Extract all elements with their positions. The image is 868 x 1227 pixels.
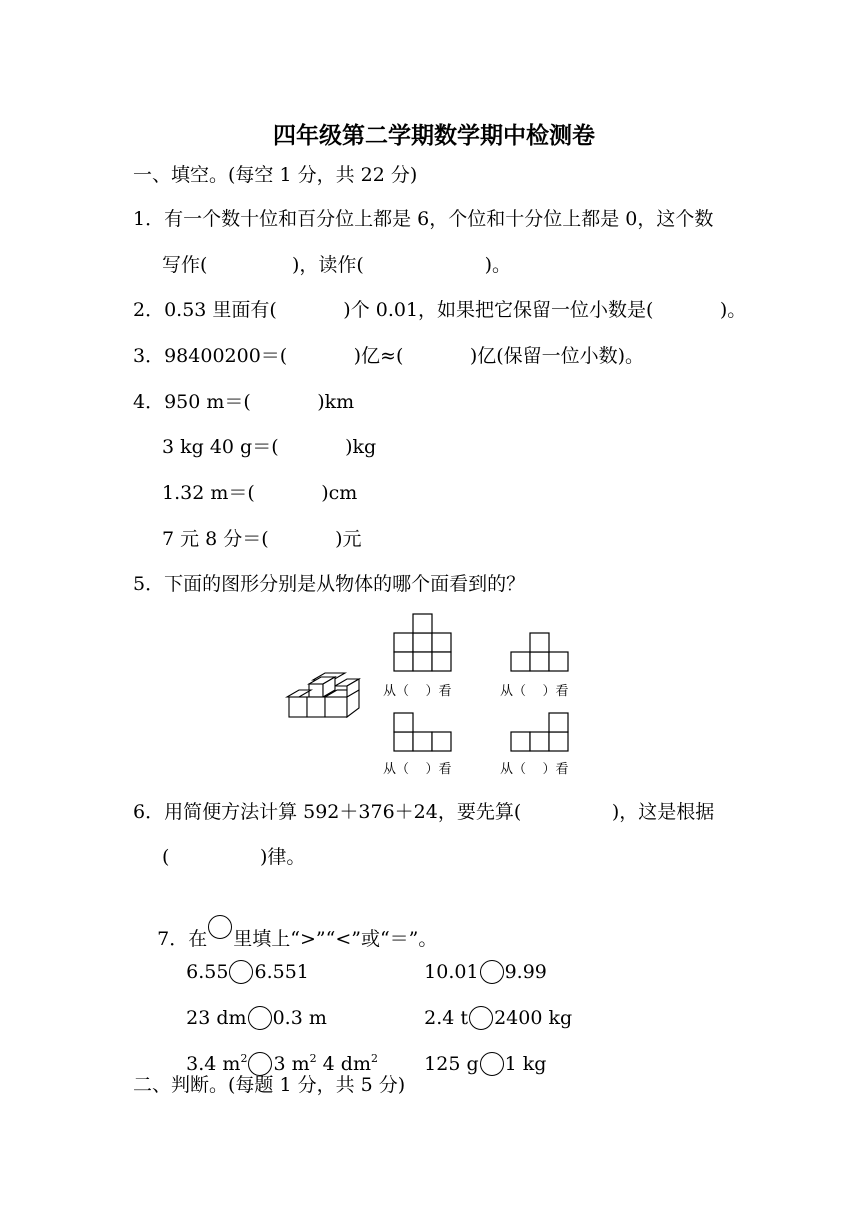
compare-value: 1 kg [504,1053,547,1075]
compare-value: 3.4 m [186,1053,241,1075]
answer-circle[interactable] [229,960,253,984]
view-top-right-figure [510,633,570,673]
compare-value: 125 g [424,1053,479,1075]
question-6-line-2: ( )律。 [162,846,306,868]
view-top-left-figure [393,614,453,672]
question-7-suffix: 里填上“>”“<”或“＝”。 [233,928,438,950]
compare-value: 2400 kg [494,1007,573,1029]
compare-value: 6.551 [254,961,309,983]
compare-value: 6.55 [186,961,229,983]
section-2-heading: 二、判断。(每题 1 分，共 5 分) [133,1074,406,1096]
view-bottom-left-figure [393,713,453,753]
compare-value: 9.99 [504,961,547,983]
question-7-prefix: 7．在 [157,928,208,950]
exponent: 2 [240,1052,248,1065]
view-bottom-left-label: 从（ ）看 [383,762,452,777]
answer-circle[interactable] [480,1052,504,1076]
view-bottom-right-figure [510,713,570,753]
question-1-line-2: 写作( )，读作( )。 [162,254,511,276]
question-6-line-1: 6．用简便方法计算 592＋376＋24，要先算( )，这是根据 [133,801,715,823]
compare-value: 23 dm [186,1007,247,1029]
page-title: 四年级第二学期数学期中检测卷 [273,123,595,149]
question-4-a: 4．950 m＝( )km [133,391,355,413]
answer-circle[interactable] [248,1006,272,1030]
section-1-heading: 一、填空。(每空 1 分，共 22 分) [133,164,418,186]
view-top-right-label: 从（ ）看 [500,684,569,699]
exponent: 2 [370,1052,378,1065]
compare-value: 10.01 [424,961,479,983]
exponent: 2 [309,1052,317,1065]
question-4-b: 3 kg 40 g＝( )kg [162,436,377,458]
view-bottom-right-label: 从（ ）看 [500,762,569,777]
question-4-c: 1.32 m＝( )cm [162,482,358,504]
question-5: 5．下面的图形分别是从物体的哪个面看到的？ [133,573,526,595]
compare-row-3-right [400,1028,546,1100]
answer-circle[interactable] [480,960,504,984]
question-2: 2．0.53 里面有( )个 0.01，如果把它保留一位小数是( )。 [133,299,747,321]
view-top-left-label: 从（ ）看 [383,684,452,699]
compare-value: 4 dm [316,1053,371,1075]
answer-circle[interactable] [469,1006,493,1030]
compare-value: 0.3 m [272,1007,327,1029]
compare-value: 3 m [273,1053,310,1075]
question-1-line-1: 1．有一个数十位和百分位上都是 6，个位和十分位上都是 0，这个数 [133,208,714,230]
cube-stack-figure [285,670,365,720]
question-3: 3．98400200＝( )亿≈( )亿(保留一位小数)。 [133,345,645,367]
question-4-d: 7 元 8 分＝( )元 [162,528,362,550]
compare-value: 2.4 t [424,1007,469,1029]
